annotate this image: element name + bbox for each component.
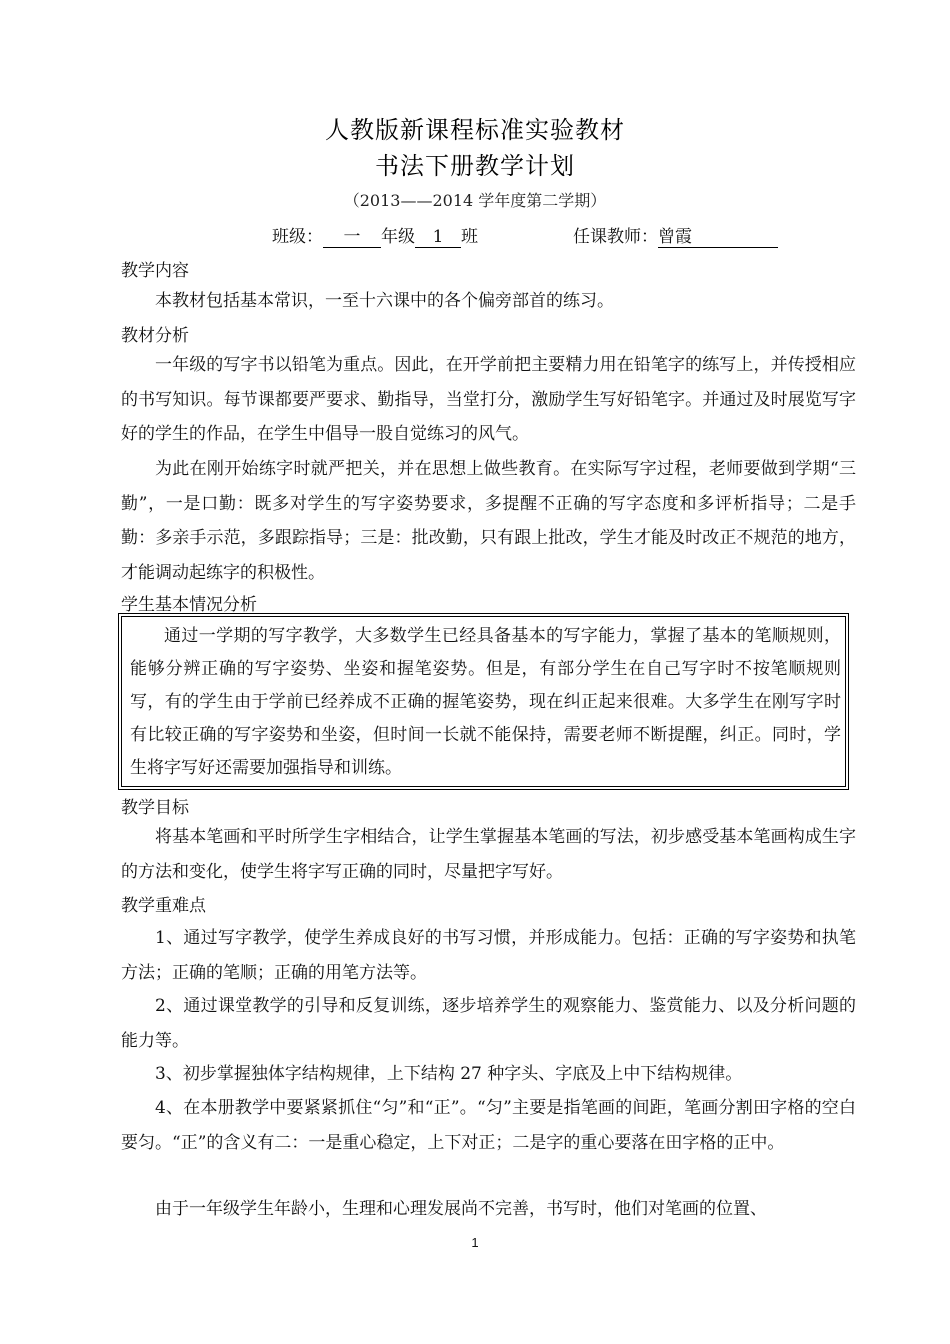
heading-goals: 教学目标 bbox=[121, 798, 189, 818]
teacher-info bbox=[573, 222, 778, 248]
document-title: 人教版新课程标准实验教材 bbox=[325, 116, 625, 144]
analysis-paragraph-1: 一年级的写字书以铅笔为重点。因此，在开学前把主要精力用在铅笔字的练写上，并传授相应的书写知识。每节课都要严要求、勤指导，当堂打分，激励学生写好铅笔字。并通过及时展览写字好的学生的作品，在学生中倡导一股自觉练习的风气。 bbox=[121, 355, 856, 444]
heading-content: 教学内容 bbox=[121, 261, 189, 281]
closing-paragraph: 由于一年级学生年龄小，生理和心理发展尚不完善，书写时，他们对笔画的位置、 bbox=[155, 1199, 767, 1219]
class-label: 班级： bbox=[272, 227, 323, 247]
grade-label: 年级 bbox=[381, 227, 415, 247]
teacher-name: 曾霞 bbox=[658, 222, 778, 248]
grade-value: 一 bbox=[323, 222, 381, 248]
heading-key-points: 教学重难点 bbox=[121, 896, 206, 916]
student-analysis-paragraph: 通过一学期的写字教学，大多数学生已经具备基本的写字能力，掌握了基本的笔顺规则，能够分辨正确的写字姿势、坐姿和握笔姿势。但是，有部分学生在自己写字时不按笔顺规则写，有的学生由于学前已经养成不正确的握笔姿势，现在纠正起来很难。大多学生在刚写字时有比较正确的写字姿势和坐姿，但时间一长就不能保持，需要老师不断提醒，纠正。同时，学生将字写好还需要加强指导和训练。 bbox=[130, 626, 841, 778]
heading-analysis: 教材分析 bbox=[121, 326, 189, 346]
class-suffix: 班 bbox=[461, 227, 478, 247]
key-point-2: 2、通过课堂教学的引导和反复训练，逐步培养学生的观察能力、鉴赏能力、以及分析问题的能力等。 bbox=[121, 996, 856, 1051]
key-point-1: 1、通过写字教学，使学生养成良好的书写习惯，并形成能力。包括：正确的写字姿势和执笔方法；正确的笔顺；正确的用笔方法等。 bbox=[121, 928, 856, 983]
analysis-paragraph-2: 为此在刚开始练字时就严把关，并在思想上做些教育。在实际写字过程，老师要做到学期“三勤”，一是口勤：既多对学生的写字姿势要求，多提醒不正确的写字态度和多评析指导；二是手勤：多亲手示范，多跟踪指导；三是：批改勤，只有跟上批改，学生才能及时改正不规范的地方，才能调动起练字的积极性。 bbox=[121, 459, 856, 583]
school-year: （2013——2014 学年度第二学期） bbox=[343, 191, 607, 210]
teacher-label: 任课教师： bbox=[573, 227, 658, 247]
key-point-3: 3、初步掌握独体字结构规律，上下结构 27 种字头、字底及上中下结构规律。 bbox=[155, 1064, 743, 1084]
student-analysis-box bbox=[121, 616, 846, 787]
class-info bbox=[272, 222, 478, 248]
page-number: 1 bbox=[471, 1235, 479, 1250]
content-paragraph: 本教材包括基本常识，一至十六课中的各个偏旁部首的练习。 bbox=[155, 291, 614, 311]
key-point-4: 4、在本册教学中要紧紧抓住“匀”和“正”。“匀”主要是指笔画的间距，笔画分割田字格的空白要匀。“正”的含义有二：一是重心稳定，上下对正；二是字的重心要落在田字格的正中。 bbox=[121, 1098, 856, 1153]
goals-paragraph: 将基本笔画和平时所学生字相结合，让学生掌握基本笔画的写法，初步感受基本笔画构成生字的方法和变化，使学生将字写正确的同时，尽量把字写好。 bbox=[121, 827, 856, 882]
heading-student-analysis: 学生基本情况分析 bbox=[121, 595, 257, 615]
class-value: 1 bbox=[415, 227, 461, 248]
document-subtitle: 书法下册教学计划 bbox=[375, 152, 575, 180]
